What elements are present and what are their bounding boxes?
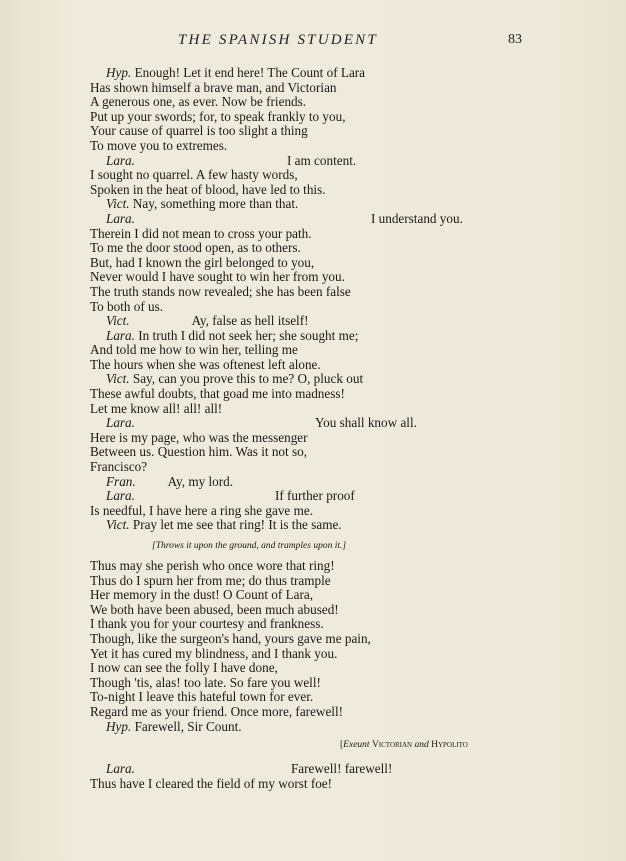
exit-character: Hypolito xyxy=(431,740,468,751)
verse-line xyxy=(90,154,540,169)
verse-line: Thus may she perish who once wore that ring! xyxy=(90,558,335,573)
verse-line xyxy=(90,372,540,387)
exit-conjunction: and xyxy=(414,740,429,751)
speaker-name: Hyp. xyxy=(106,65,132,80)
speaker-name: Fran. xyxy=(106,473,136,489)
verse-line xyxy=(90,212,540,227)
verse-line: I now can see the folly I have done, xyxy=(90,660,278,676)
stage-direction: [Throws it upon the ground, and tramples upon it.] xyxy=(152,541,347,551)
verse-line: Between us. Question him. Was it not so, xyxy=(90,444,308,460)
exit-word: Exeunt xyxy=(343,740,370,751)
exit-character: Victorian xyxy=(371,740,413,751)
speaker-name: Vict. xyxy=(106,371,130,387)
verse-line: Here is my page, who was the messenger xyxy=(90,429,308,445)
verse-line: Yet it has cured my blindness, and I thank you. xyxy=(90,645,338,661)
verse-line: Never would I have sought to win her from you. xyxy=(90,269,345,285)
play-text xyxy=(90,66,540,791)
speaker-name: Lara. xyxy=(106,761,135,777)
verse-line: I sought no quarrel. A few hasty words, xyxy=(90,167,298,183)
dialogue: I am content. xyxy=(286,152,357,168)
verse-line: These awful doubts, that goad me into madness! xyxy=(90,386,345,402)
verse-line: Thus have I cleared the field of my worst foe! xyxy=(90,775,333,791)
speaker-name: Lara. xyxy=(106,488,135,504)
speaker-name: Vict. xyxy=(106,517,130,533)
dialogue: Ay, my lord. xyxy=(167,473,234,489)
dialogue: You shall know all. xyxy=(314,415,417,431)
verse-line xyxy=(90,475,540,490)
verse-line: Has shown himself a brave man, and Victorian xyxy=(90,79,337,95)
page-number: 83 xyxy=(508,32,522,47)
verse-line: Your cause of quarrel is too slight a thing xyxy=(90,123,308,139)
verse-line: The hours when she was oftenest left alone. xyxy=(90,356,321,372)
verse-line: To-night I leave this hateful town for ever. xyxy=(90,689,314,705)
dialogue: I understand you. xyxy=(370,210,463,226)
verse-line: I thank you for your courtesy and frankness. xyxy=(90,616,324,632)
verse-line: Therein I did not mean to cross your path. xyxy=(90,225,312,241)
verse-line: To both of us. xyxy=(90,298,164,314)
speaker-name: Lara. xyxy=(106,415,135,431)
exit-direction xyxy=(340,738,540,752)
dialogue: Nay, something more than that. xyxy=(132,196,299,212)
verse-line: Though 'tis, alas! too late. So fare you well! xyxy=(90,674,321,690)
verse-line: A generous one, as ever. Now be friends. xyxy=(90,94,307,110)
verse-line xyxy=(90,329,540,344)
speaker-name: Lara. xyxy=(106,152,135,168)
verse-line: The truth stands now revealed; she has been false xyxy=(90,283,351,299)
verse-line xyxy=(90,720,540,735)
verse-line: Francisco? xyxy=(90,459,148,475)
verse-line: Regard me as your friend. Once more, farewell! xyxy=(90,703,344,719)
verse-line xyxy=(90,518,540,533)
verse-line: To move you to extremes. xyxy=(90,137,228,153)
page-header xyxy=(0,32,626,52)
exit-bracket: [ xyxy=(340,740,344,751)
dialogue: If further proof xyxy=(274,488,355,504)
verse-line: Put up your swords; for, to speak frankly to you, xyxy=(90,108,346,124)
dialogue: Farewell! farewell! xyxy=(290,761,393,777)
running-title: THE SPANISH STUDENT xyxy=(178,32,378,48)
verse-line xyxy=(90,416,540,431)
dialogue: In truth I did not seek her; she sought me; xyxy=(138,327,359,343)
dialogue: Ay, false as hell itself! xyxy=(191,313,309,329)
dialogue: Say, can you prove this to me? O, pluck out xyxy=(132,371,364,387)
speaker-name: Vict. xyxy=(106,313,130,329)
verse-line xyxy=(90,762,540,777)
verse-line: And told me how to win her, telling me xyxy=(90,342,298,358)
speaker-name: Lara. xyxy=(106,327,135,343)
speaker-name: Hyp. xyxy=(106,718,132,734)
speaker-name: Vict. xyxy=(106,196,130,212)
speaker-name: Lara. xyxy=(106,210,135,226)
verse-line: Spoken in the heat of blood, have led to this. xyxy=(90,181,326,197)
verse-line: Her memory in the dust! O Count of Lara, xyxy=(90,587,314,603)
verse-line xyxy=(90,66,540,81)
verse-line: Let me know all! all! all! xyxy=(90,400,223,416)
verse-line: Is needful, I have here a ring she gave me. xyxy=(90,502,313,518)
verse-line: We both have been abused, been much abused! xyxy=(90,601,339,617)
verse-line: Thus do I spurn her from me; do thus trample xyxy=(90,572,331,588)
verse-line xyxy=(90,197,540,212)
verse-line xyxy=(90,314,540,329)
dialogue: Pray let me see that ring! It is the same. xyxy=(132,517,342,533)
verse-line xyxy=(90,489,540,504)
verse-line: To me the door stood open, as to others. xyxy=(90,240,301,256)
verse-line: Though, like the surgeon's hand, yours gave me pain, xyxy=(90,630,371,646)
verse-line: But, had I known the girl belonged to you, xyxy=(90,254,315,270)
dialogue: Enough! Let it end here! The Count of Lara xyxy=(134,65,366,80)
dialogue: Farewell, Sir Count. xyxy=(134,718,242,734)
